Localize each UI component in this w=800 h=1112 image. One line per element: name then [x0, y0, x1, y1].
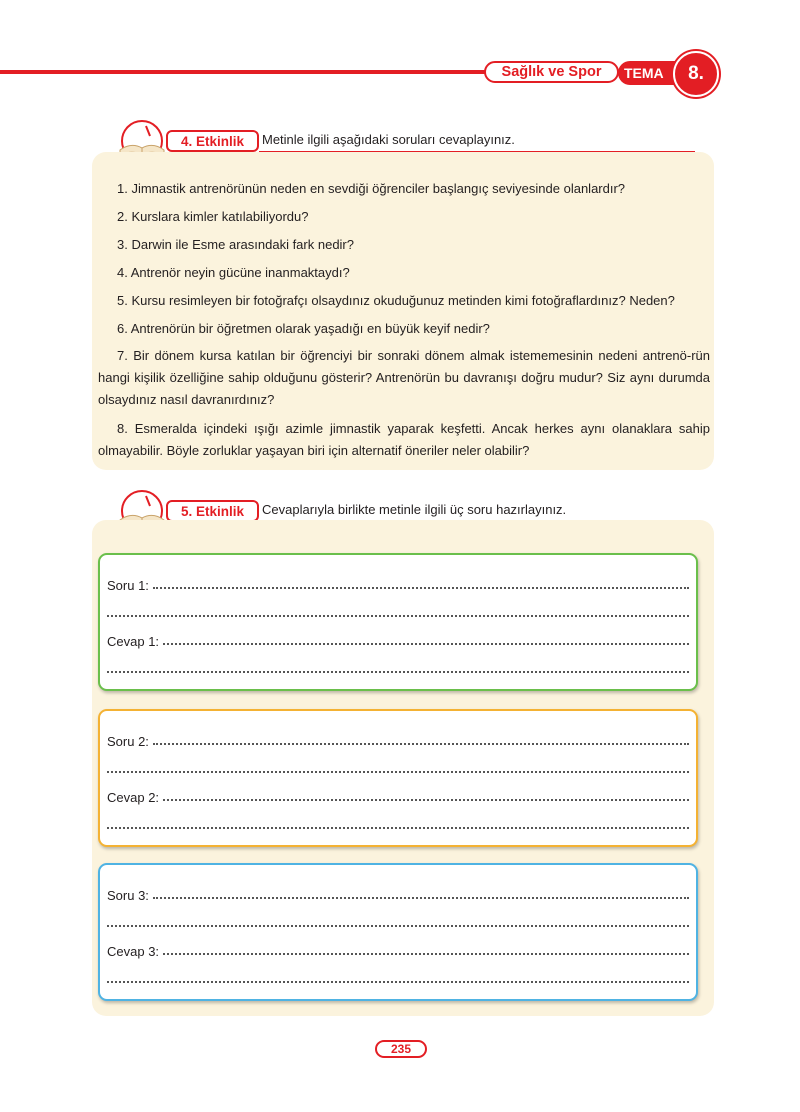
question-4: 4. Antrenör neyin gücüne inanmaktaydı? — [117, 265, 350, 280]
activity-4-title: 4. Etkinlik — [180, 133, 245, 149]
qa-box-2 — [98, 709, 698, 847]
page-number: 235 — [390, 1042, 412, 1056]
question-7: 7. Bir dönem kursa katılan bir öğrenciyi bir sonraki dönem almak istememesinin nedeni antrenö-rün hangi kişilik özelliğine sahip olduğunu gösterir? Antrenörün bu davranışı doğru mudur? Siz aynı durumda olsaydınız nasıl davranırdınız? — [98, 348, 710, 407]
question-line-1[interactable] — [107, 575, 689, 593]
theme-topic: Sağlık ve Spor — [501, 64, 602, 80]
qa-box-3 — [98, 863, 698, 1001]
answer-label-3: Cevap 3: — [107, 944, 160, 959]
question-continuation-line-1[interactable] — [107, 603, 689, 621]
qa-box-1 — [98, 553, 698, 691]
question-line-2[interactable] — [107, 731, 689, 749]
answer-continuation-line-2[interactable] — [107, 815, 689, 833]
question-line-3[interactable] — [107, 885, 689, 903]
answer-line-1[interactable] — [107, 631, 689, 649]
activity-5-instruction: Cevaplarıyla birlikte metinle ilgili üç soru hazırlayınız. — [262, 502, 567, 517]
question-8: 8. Esmeralda içindeki ışığı azimle jimnastik yaparak keşfetti. Ancak herkes aynı olanaklara sahip olmayabilir. Böyle zorluklar yaşayan biri için alternatif öneriler neler olabilir? — [98, 421, 710, 458]
question-label-2: Soru 2: — [107, 734, 149, 749]
question-5: 5. Kursu resimleyen bir fotoğrafçı olsaydınız okuduğunuz metinden kimi fotoğraflardınız? Neden? — [117, 293, 675, 308]
question-6: 6. Antrenörün bir öğretmen olarak yaşadığı en büyük keyif nedir? — [117, 321, 490, 336]
answer-label-2: Cevap 2: — [107, 790, 160, 805]
answer-label-1: Cevap 1: — [107, 634, 160, 649]
activity-5-badge — [166, 500, 259, 522]
activity-4-badge — [166, 130, 259, 152]
tema-number-circle — [673, 51, 719, 97]
question-continuation-line-3[interactable] — [107, 913, 689, 931]
activity-5-title: 5. Etkinlik — [180, 503, 245, 519]
question-2: 2. Kurslara kimler katılabiliyordu? — [117, 209, 309, 224]
tema-label: TEMA — [624, 65, 664, 81]
question-3: 3. Darwin ile Esme arasındaki fark nedir? — [117, 237, 354, 252]
question-1: 1. Jimnastik antrenörünün neden en sevdiği öğrenciler başlangıç seviyesinde olanlardır? — [117, 181, 626, 196]
theme-topic-pill — [484, 61, 619, 83]
question-continuation-line-2[interactable] — [107, 759, 689, 777]
page-number-badge — [375, 1040, 427, 1058]
question-label-3: Soru 3: — [107, 888, 149, 903]
answer-line-2[interactable] — [107, 787, 689, 805]
question-label-1: Soru 1: — [107, 578, 149, 593]
answer-line-3[interactable] — [107, 941, 689, 959]
tema-number: 8. — [688, 63, 704, 84]
answer-continuation-line-1[interactable] — [107, 659, 689, 677]
answer-continuation-line-3[interactable] — [107, 969, 689, 987]
activity-4-instruction: Metinle ilgili aşağıdaki soruları cevaplayınız. — [262, 132, 515, 147]
